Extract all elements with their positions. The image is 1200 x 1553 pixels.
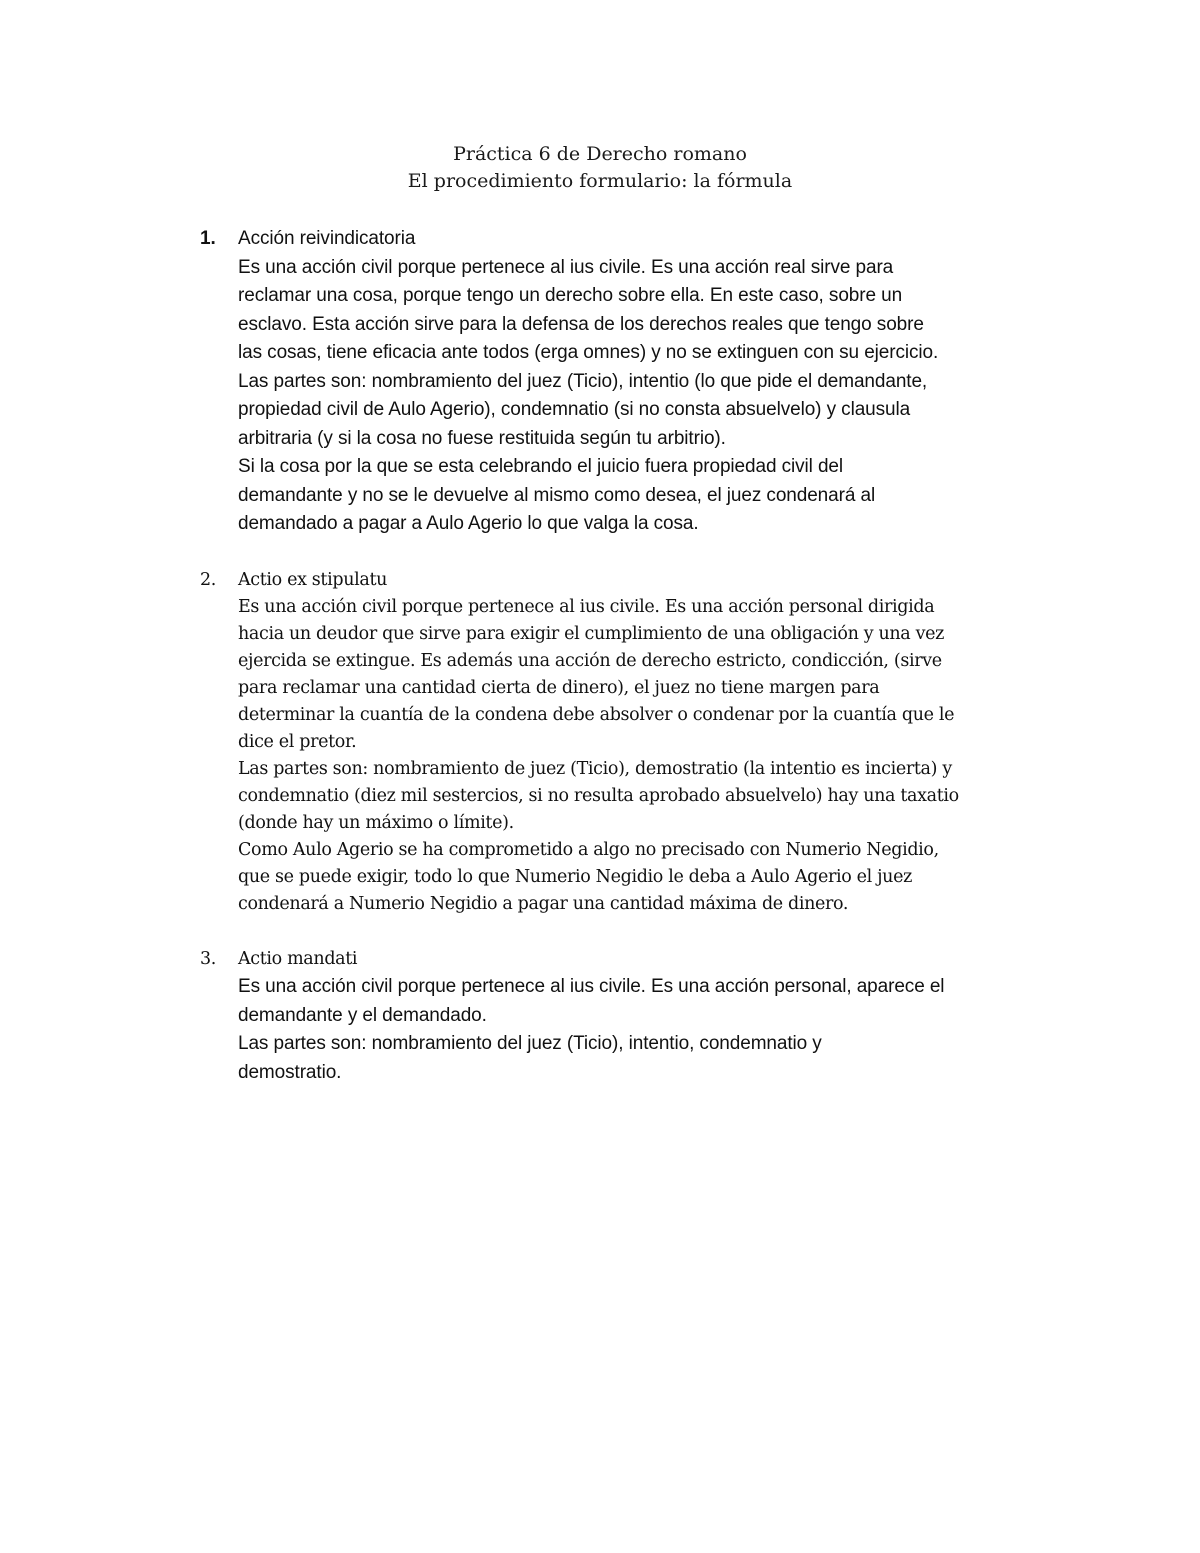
section-number: 2.	[200, 570, 216, 590]
body-line: condemnatio (diez mil sestercios, si no resulta aprobado absuelvelo) hay una taxatio	[238, 786, 959, 806]
body-line: para reclamar una cantidad cierta de dinero), el juez no tiene margen para	[238, 678, 880, 698]
body-line: (donde hay un máximo o límite).	[238, 813, 514, 833]
body-line: Las partes son: nombramiento del juez (Ticio), intentio (lo que pide el demandante,	[238, 370, 928, 392]
body-line: Es una acción civil porque pertenece al ius civile. Es una acción real sirve para	[238, 256, 894, 278]
body-line: Como Aulo Agerio se ha comprometido a algo no precisado con Numerio Negidio,	[238, 840, 939, 860]
document-title: Práctica 6 de Derecho romano	[453, 143, 747, 165]
section-number: 1.	[200, 228, 216, 249]
body-line: esclavo. Esta acción sirve para la defensa de los derechos reales que tengo sobre	[238, 313, 924, 335]
body-line: Las partes son: nombramiento de juez (Ticio), demostratio (la intentio es incierta) y	[238, 759, 952, 779]
section-body	[238, 594, 1050, 918]
body-line: reclamar una cosa, porque tengo un derecho sobre ella. En este caso, sobre un	[238, 285, 903, 306]
section-heading	[200, 567, 1050, 594]
body-line: Es una acción civil porque pertenece al ius civile. Es una acción personal dirigida	[238, 597, 935, 617]
body-line: demandante y no se le devuelve al mismo como desea, el juez condenará al	[238, 484, 876, 506]
body-line: condenará a Numerio Negidio a pagar una cantidad máxima de dinero.	[238, 894, 849, 914]
body-line: arbitraria (y si la cosa no fuese restituida según tu arbitrio).	[238, 427, 726, 449]
body-line: Las partes son: nombramiento del juez (Ticio), intentio, condemnatio y	[238, 1033, 822, 1054]
section-actio-mandati	[200, 946, 1050, 1087]
section-body	[238, 973, 1050, 1087]
body-line: propiedad civil de Aulo Agerio), condemnatio (si no consta absuelvelo) y clausula	[238, 399, 911, 420]
section-body	[238, 254, 1050, 539]
section-heading	[200, 225, 1050, 254]
section-title: Actio ex stipulatu	[238, 570, 388, 590]
body-line: demandante y el demandado.	[238, 1004, 487, 1026]
body-line: que se puede exigir, todo lo que Numerio Negidio le deba a Aulo Agerio el juez	[238, 867, 912, 887]
section-number: 3.	[200, 949, 216, 969]
body-line: dice el pretor.	[238, 732, 357, 752]
body-line: Es una acción civil porque pertenece al ius civile. Es una acción personal, aparece el	[238, 976, 945, 997]
body-line: demandado a pagar a Aulo Agerio lo que valga la cosa.	[238, 513, 699, 534]
section-accion-reivindicatoria	[200, 225, 1050, 539]
body-line: demostratio.	[238, 1061, 342, 1083]
body-line: hacia un deudor que sirve para exigir el cumplimiento de una obligación y una vez	[238, 624, 945, 644]
section-actio-ex-stipulatu	[200, 567, 1050, 918]
section-heading	[200, 946, 1050, 973]
body-line: determinar la cuantía de la condena debe absolver o condenar por la cuantía que le	[238, 705, 955, 725]
body-line: las cosas, tiene eficacia ante todos (erga omnes) y no se extinguen con su ejercicio.	[238, 342, 939, 363]
document-title-block	[0, 141, 1200, 195]
section-title: Acción reivindicatoria	[238, 228, 416, 249]
body-line: Si la cosa por la que se esta celebrando el juicio fuera propiedad civil del	[238, 456, 843, 477]
body-line: ejercida se extingue. Es además una acción de derecho estricto, condicción, (sirve	[238, 651, 942, 671]
document-subtitle: El procedimiento formulario: la fórmula	[407, 170, 793, 192]
section-title: Actio mandati	[238, 949, 358, 969]
